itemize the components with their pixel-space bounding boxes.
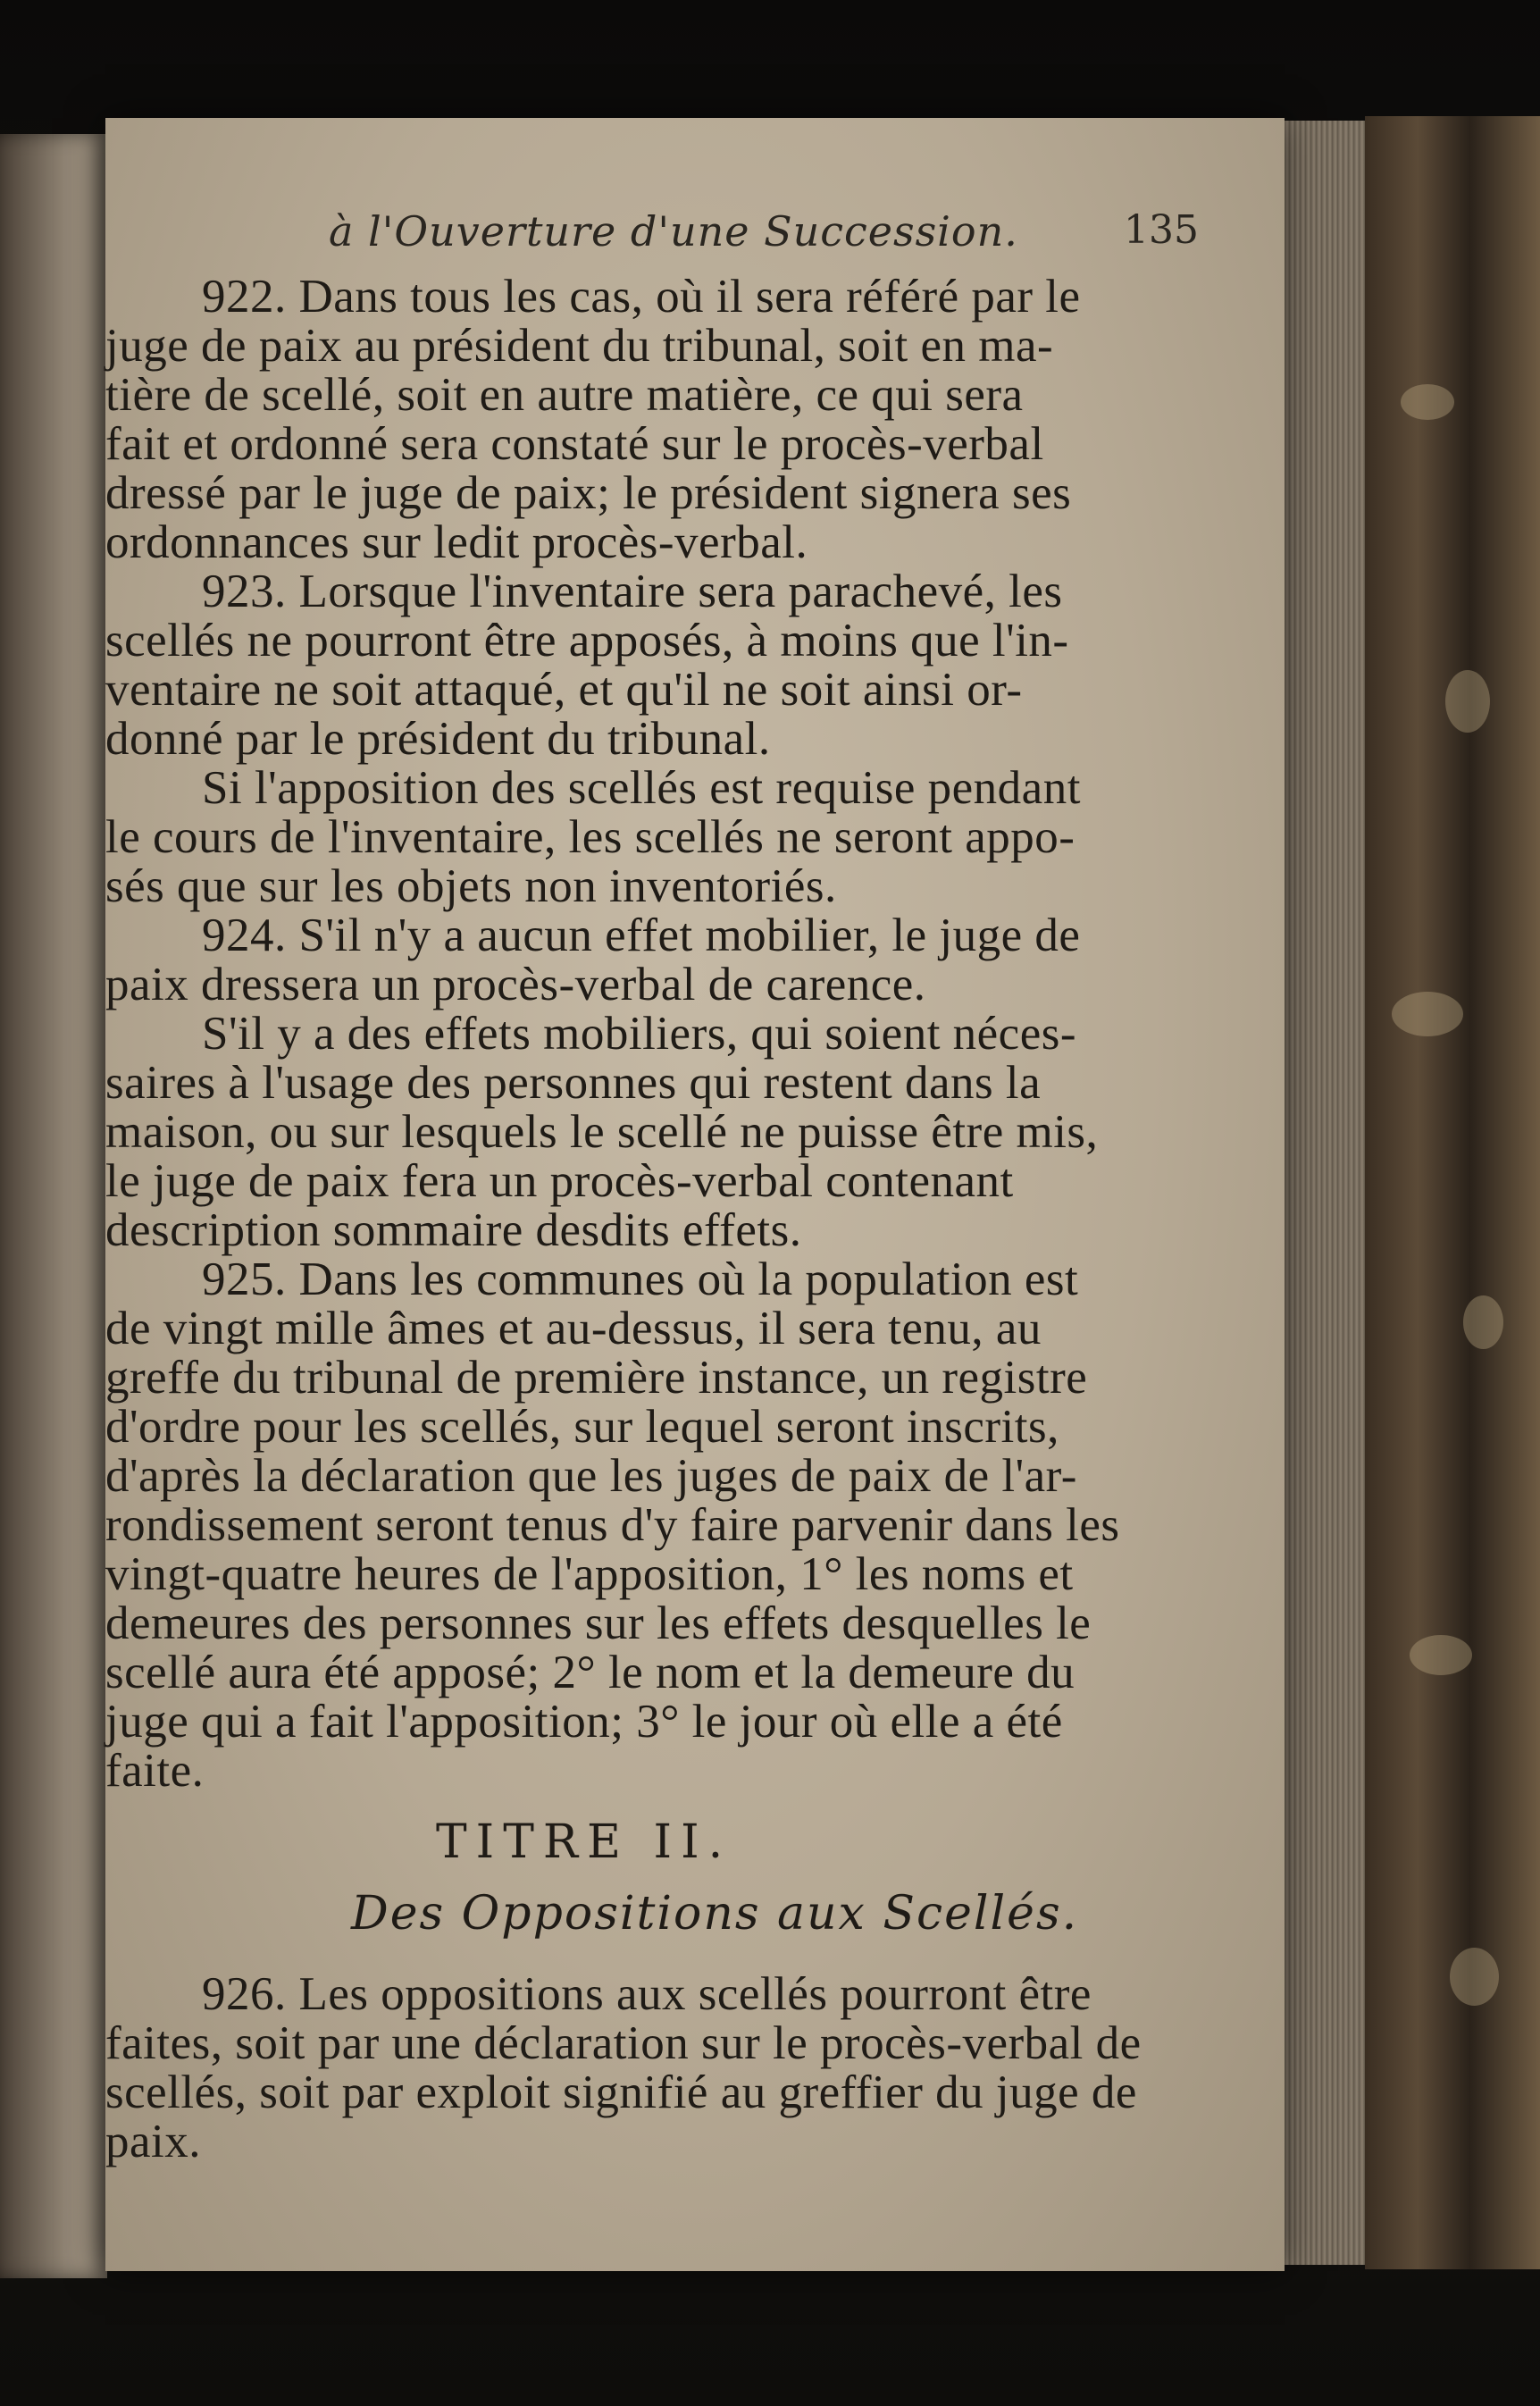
- text-line: d'ordre pour les scellés, sur lequel seront inscrits,: [105, 1401, 1059, 1453]
- text-line: demeures des personnes sur les effets desquelles le: [105, 1597, 1092, 1649]
- text-line: le cours de l'inventaire, les scellés ne seront appo-: [105, 811, 1075, 863]
- running-head: à l'Ouverture d'une Succession.: [329, 207, 1018, 256]
- text-line: faites, soit par une déclaration sur le procès-verbal de: [105, 2017, 1142, 2069]
- text-line: 922. Dans tous les cas, où il sera référé par le: [202, 271, 1081, 323]
- previous-page-edge: [0, 134, 107, 2278]
- text-line: vingt-quatre heures de l'apposition, 1° les noms et: [105, 1548, 1074, 1600]
- page-header: [105, 207, 1285, 279]
- text-line: maison, ou sur lesquels le scellé ne puisse être mis,: [105, 1106, 1099, 1158]
- text-line: 926. Les oppositions aux scellés pourront être: [202, 1968, 1092, 2020]
- section-title: TITRE II.: [436, 1815, 732, 1869]
- section-subtitle: Des Oppositions aux Scellés.: [351, 1887, 1079, 1941]
- text-line: ordonnances sur ledit procès-verbal.: [105, 516, 808, 568]
- book-page: [105, 118, 1285, 2271]
- text-line: dressé par le juge de paix; le président signera ses: [105, 467, 1072, 519]
- text-line: Si l'apposition des scellés est requise pendant: [202, 762, 1081, 814]
- text-line: S'il y a des effets mobiliers, qui soient néces-: [202, 1008, 1077, 1060]
- text-line: saires à l'usage des personnes qui restent dans la: [105, 1057, 1042, 1109]
- text-line: ventaire ne soit attaqué, et qu'il ne soit ainsi or-: [105, 664, 1023, 716]
- text-line: fait et ordonné sera constaté sur le procès-verbal: [105, 418, 1044, 470]
- page-gutter-shadow: [1285, 121, 1365, 2265]
- text-line: 923. Lorsque l'inventaire sera parachevé, les: [202, 566, 1063, 617]
- text-line: rondissement seront tenus d'y faire parvenir dans les: [105, 1499, 1120, 1551]
- text-line: paix dressera un procès-verbal de carence.: [105, 959, 926, 1010]
- page-number: 135: [1124, 207, 1199, 253]
- text-line: 925. Dans les communes où la population est: [202, 1253, 1079, 1305]
- text-line: donné par le président du tribunal.: [105, 713, 771, 765]
- text-line: description sommaire desdits effets.: [105, 1204, 802, 1256]
- text-line: de vingt mille âmes et au-dessus, il sera tenu, au: [105, 1303, 1042, 1354]
- text-line: sés que sur les objets non inventoriés.: [105, 860, 837, 912]
- text-line: scellés, soit par exploit signifié au greffier du juge de: [105, 2066, 1137, 2118]
- text-line: scellé aura été apposé; 2° le nom et la demeure du: [105, 1647, 1075, 1698]
- text-line: le juge de paix fera un procès-verbal contenant: [105, 1155, 1014, 1207]
- text-line: tière de scellé, soit en autre matière, ce qui sera: [105, 369, 1024, 421]
- text-line: 924. S'il n'y a aucun effet mobilier, le juge de: [202, 910, 1081, 961]
- text-line: paix.: [105, 2116, 201, 2167]
- text-line: faite.: [105, 1745, 205, 1797]
- text-line: greffe du tribunal de première instance, un registre: [105, 1352, 1088, 1404]
- book-fore-edge: [1365, 116, 1540, 2269]
- text-line: juge de paix au président du tribunal, soit en ma-: [105, 320, 1054, 372]
- text-line: d'après la déclaration que les juges de paix de l'ar-: [105, 1450, 1077, 1502]
- text-line: scellés ne pourront être apposés, à moins que l'in-: [105, 615, 1069, 666]
- text-line: juge qui a fait l'apposition; 3° le jour où elle a été: [105, 1696, 1063, 1748]
